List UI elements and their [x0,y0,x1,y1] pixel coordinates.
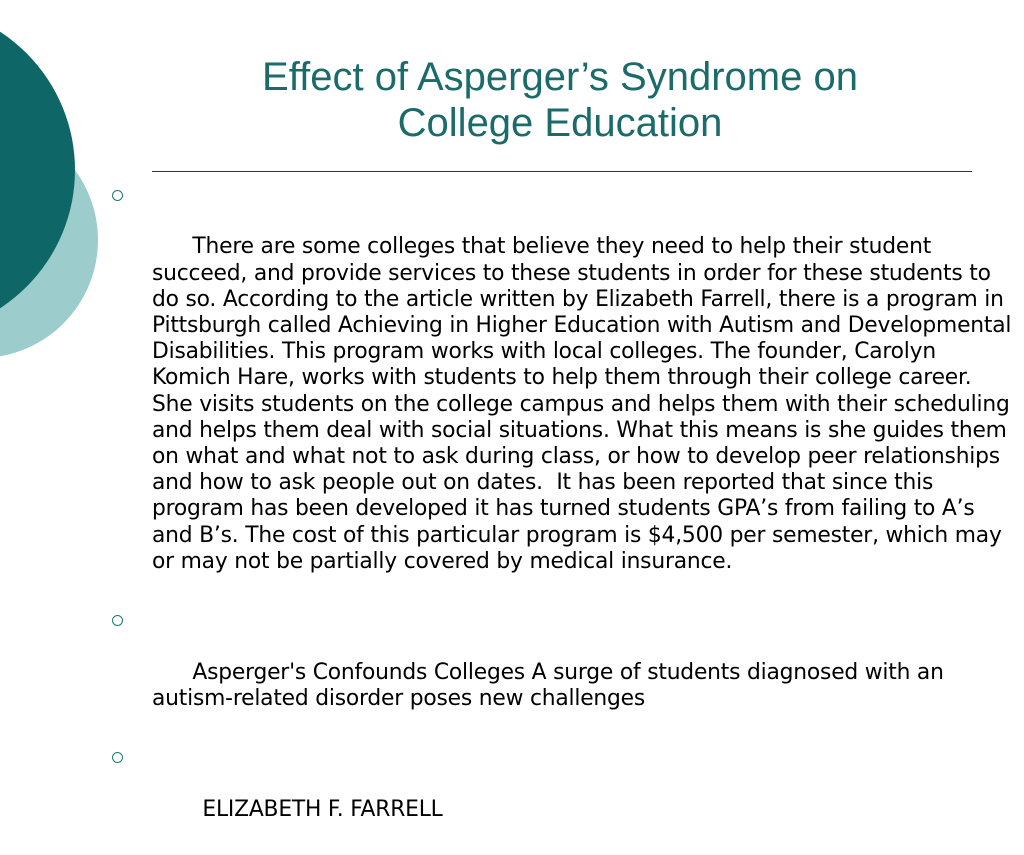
hollow-circle-bullet-icon [112,190,123,201]
bullet-item-article-title [110,607,1016,738]
bullet-text: There are some colleges that believe they need to help their student succeed, and provide services to these students in order for these students to do so. According to the article written by Elizabeth Farrell, there is a program in Pittsburgh called Achieving in Higher Education with Autism and Developmental Disabilities. This program works with local colleges. The founder, Carolyn Komich Hare, works with students to help them through their college career. She visits students on the college campus and helps them with their scheduling and helps them deal with social situations. What this means is she guides them on what and what not to ask during class, or how to develop peer relationships and how to ask people out on dates. It has been reported that since this program has been developed it has turned students GPA’s from failing to A’s and B’s. The cost of this particular program is $4,500 per semester, which may or may not be partially covered by medical insurance. [152,234,1019,574]
slide-title-line-2: College Education [397,101,723,145]
hollow-circle-bullet-icon [112,752,123,763]
bullet-list [110,182,1019,855]
slide-title-line-1: Effect of Asperger’s Syndrome on [262,55,858,99]
bullet-item-program-description [110,182,1019,601]
bullet-text: Asperger's Confounds Colleges A surge of students diagnosed with an autism-related disorder poses new challenges [152,659,951,711]
slide-title [160,54,960,146]
bullet-text: ELIZABETH F. FARRELL [202,796,443,822]
hollow-circle-bullet-icon [112,615,123,626]
title-divider [152,171,972,172]
bullet-item-author [110,744,1016,849]
